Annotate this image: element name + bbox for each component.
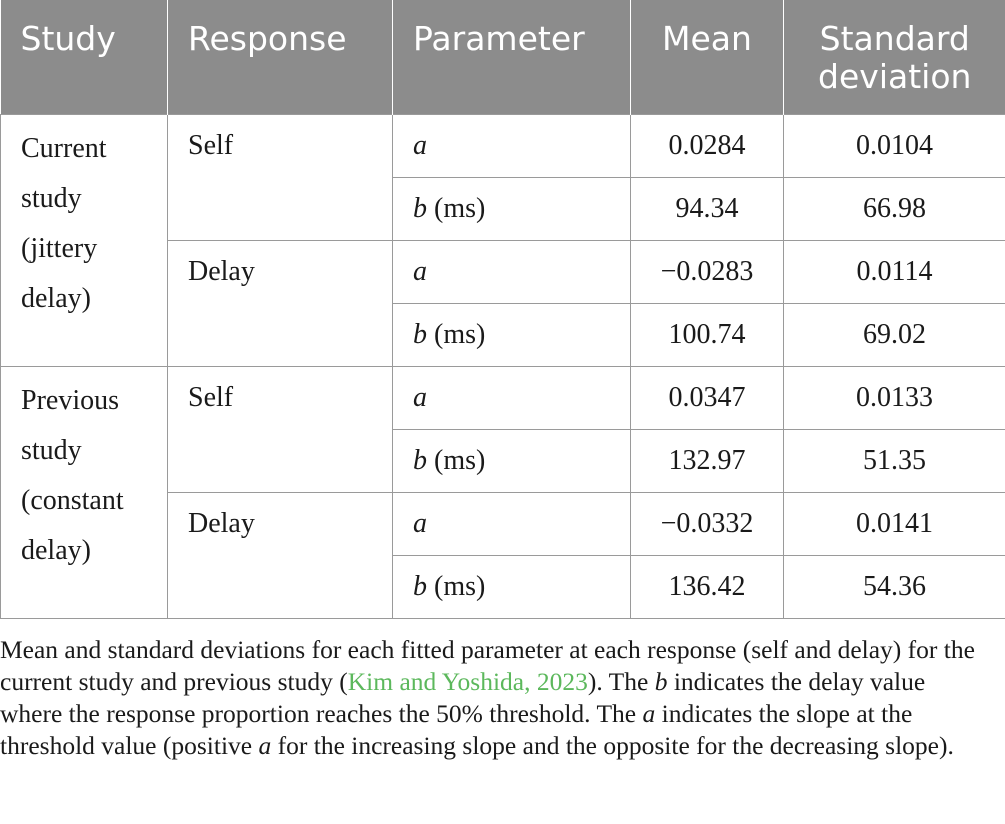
response-cell: Self (168, 366, 393, 492)
parameter-unit: (ms) (427, 570, 486, 602)
parameter-unit: (ms) (427, 192, 486, 224)
parameter-cell (393, 303, 631, 366)
mean-cell: 0.0347 (631, 366, 784, 429)
caption-text: Mean and standard deviations for each fitted parameter at each response (self and delay) for the current study and previous study ( (0, 635, 975, 696)
study-line: study (21, 182, 82, 214)
caption-variable-b: b (654, 667, 668, 696)
parameter-symbol: b (413, 192, 427, 224)
mean-cell: 132.97 (631, 429, 784, 492)
table-caption (0, 634, 985, 762)
sd-cell: 51.35 (784, 429, 1005, 492)
sd-cell: 69.02 (784, 303, 1005, 366)
parameter-cell (393, 240, 631, 303)
parameter-unit: (ms) (427, 444, 486, 476)
table-row (1, 366, 1005, 429)
study-line: Previous (21, 384, 119, 416)
sd-cell: 0.0104 (784, 114, 1005, 177)
header-response: Response (168, 0, 393, 114)
caption-variable-a: a (258, 731, 272, 760)
table-row (1, 114, 1005, 177)
parameter-cell (393, 177, 631, 240)
citation-link[interactable]: Kim and Yoshida, 2023 (347, 667, 588, 696)
parameter-cell (393, 555, 631, 618)
parameter-symbol: a (413, 255, 427, 287)
response-cell: Self (168, 114, 393, 240)
sd-cell: 66.98 (784, 177, 1005, 240)
sd-cell: 0.0114 (784, 240, 1005, 303)
parameter-cell (393, 492, 631, 555)
parameter-symbol: b (413, 570, 427, 602)
study-line: delay) (21, 534, 91, 566)
study-cell-previous (1, 366, 168, 618)
caption-text: indicates the delay value where the response proportion reaches the 50% threshold. The (0, 667, 926, 728)
header-mean: Mean (631, 0, 784, 114)
parameter-unit: (ms) (427, 318, 486, 350)
caption-text: indicates the slope at the threshold value (positive (0, 699, 913, 760)
header-sd-line2: deviation (818, 57, 972, 96)
response-cell: Delay (168, 240, 393, 366)
study-line: (constant (21, 484, 124, 516)
sd-cell: 54.36 (784, 555, 1005, 618)
header-sd-line1: Standard (819, 19, 970, 58)
parameter-symbol: b (413, 318, 427, 350)
mean-cell: 100.74 (631, 303, 784, 366)
sd-cell: 0.0141 (784, 492, 1005, 555)
mean-cell: −0.0332 (631, 492, 784, 555)
caption-text: ). The (587, 667, 655, 696)
parameter-symbol: a (413, 129, 427, 161)
parameter-symbol: a (413, 381, 427, 413)
header-study: Study (1, 0, 168, 114)
caption-variable-a: a (642, 699, 656, 728)
response-cell: Delay (168, 492, 393, 618)
parameter-cell (393, 366, 631, 429)
study-line: study (21, 434, 82, 466)
sd-cell: 0.0133 (784, 366, 1005, 429)
mean-cell: 94.34 (631, 177, 784, 240)
mean-cell: −0.0283 (631, 240, 784, 303)
study-line: (jittery (21, 232, 98, 264)
header-parameter: Parameter (393, 0, 631, 114)
caption-text: for the increasing slope and the opposite for the decreasing slope). (271, 731, 954, 760)
parameter-cell (393, 429, 631, 492)
parameter-cell (393, 114, 631, 177)
mean-cell: 0.0284 (631, 114, 784, 177)
header-row (1, 0, 1005, 114)
mean-cell: 136.42 (631, 555, 784, 618)
header-standard-deviation (784, 0, 1005, 114)
parameter-symbol: a (413, 507, 427, 539)
study-cell-current (1, 114, 168, 366)
study-line: delay) (21, 282, 91, 314)
study-line: Current (21, 132, 107, 164)
parameter-symbol: b (413, 444, 427, 476)
